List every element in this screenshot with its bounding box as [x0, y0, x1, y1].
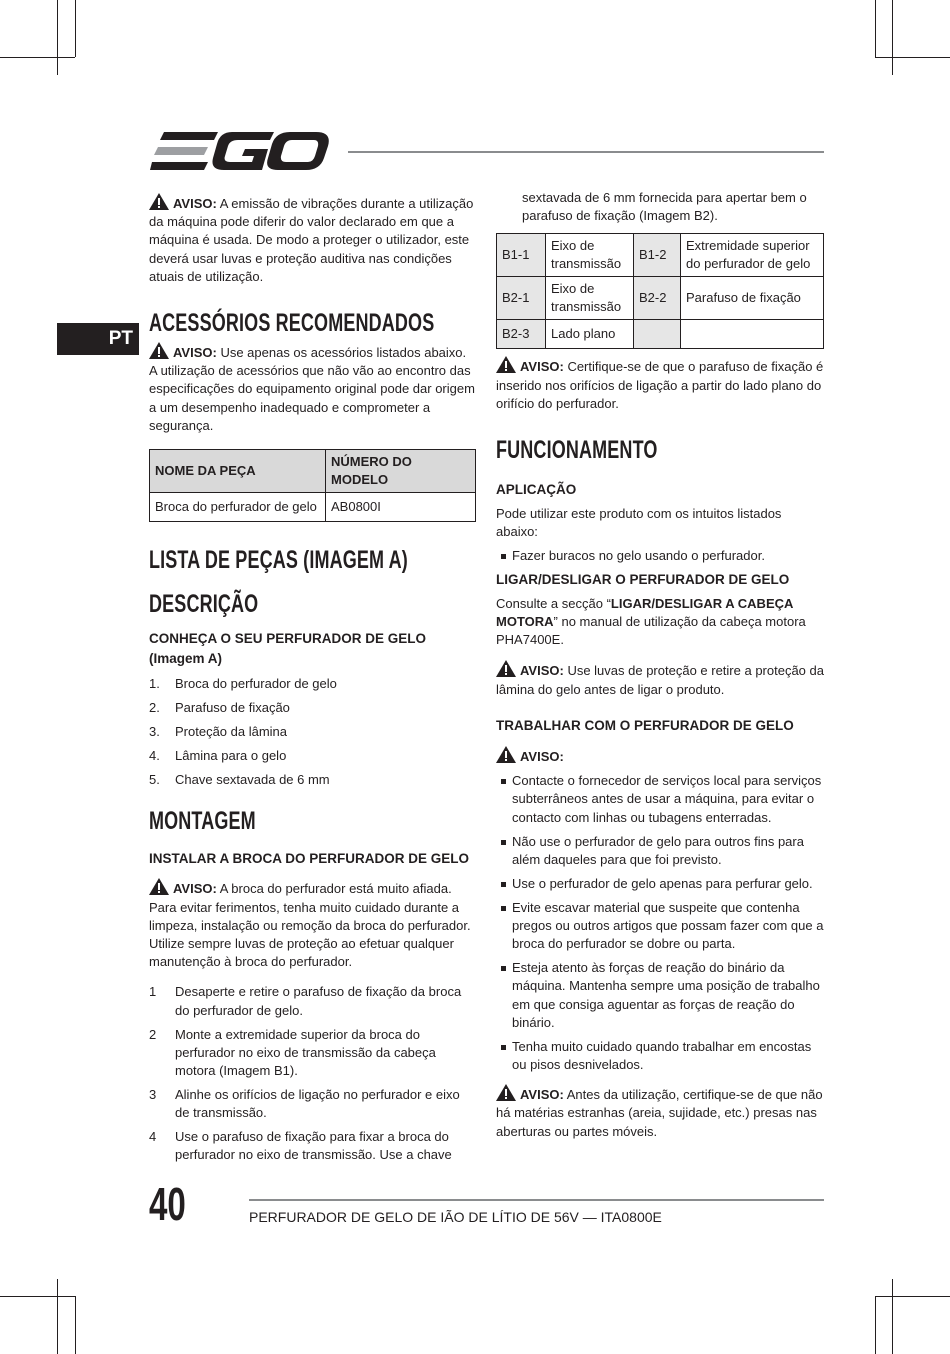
list-item: 2. Parafuso de fixação [149, 700, 290, 716]
application-text: Pode utilizar este produto com os intuitos listados abaixo: [496, 506, 782, 540]
table-cell: Broca do perfurador de gelo [150, 493, 326, 522]
final-warning: AVISO: Antes da utilização, certifique-se de que não há matérias estranhas (areia, sujidade, etc.) presas nas aberturas ou partes móveis. [496, 1084, 824, 1141]
section-heading-operation: FUNCIONAMENTO [496, 436, 658, 465]
list-item: 5. Chave sextavada de 6 mm [149, 772, 330, 788]
footer-rule [249, 1199, 824, 1201]
table-row [150, 493, 476, 522]
table-row [497, 320, 824, 349]
table-header-cell: NÚMERO DO MODELO [326, 450, 476, 493]
crop-mark [892, 1279, 893, 1354]
page-number: 40 [149, 1178, 186, 1230]
list-item: 3. Proteção da lâmina [149, 724, 288, 740]
section-heading-accessories: ACESSÓRIOS RECOMENDADOS [149, 309, 435, 338]
table-header-row [150, 450, 476, 493]
warning-triangle-icon [149, 193, 169, 210]
warning-triangle-icon [149, 878, 169, 895]
ego-logo [150, 130, 330, 172]
language-tab-label: PT [108, 328, 133, 349]
install-warning: AVISO: A broca do perfurador está muito afiada. Para evitar ferimentos, tenha muito cuidado durante a limpeza, instalação ou remoção da broca do perfurador. Utilize sempre luvas de proteção ao efetuar qualquer manutenção à broca do perfurador. [149, 878, 476, 971]
crop-mark [57, 1279, 58, 1354]
list-item: Esteja atento às forças de reação do binário da máquina. Mantenha sempre uma posição de trabalho em que consiga aguentar as forças de reação do binário. [496, 959, 824, 1032]
ego-logo-icon [150, 130, 330, 172]
table-cell: Extremidade superior do perfurador de gelo [681, 234, 824, 277]
figure-key-table [496, 233, 824, 349]
subheading-application: APLICAÇÃO [496, 482, 577, 498]
table-cell: B2-1 [497, 277, 546, 320]
subheading-working: TRABALHAR COM O PERFURADOR DE GELO [496, 717, 794, 733]
screw-warning: AVISO: Certifique-se de que o parafuso de fixação é inserido nos orifícios de ligação a partir do lado plano do orifício do perfurador. [496, 356, 824, 413]
table-cell: B1-2 [634, 234, 681, 277]
warning-triangle-icon [496, 356, 516, 373]
install-steps [149, 983, 476, 1164]
section-heading-description: DESCRIÇÃO [149, 590, 259, 619]
warning-triangle-icon [496, 660, 516, 677]
subheading-know-your-auger: CONHEÇA O SEU PERFURADOR DE GELO (Imagem A) [149, 631, 427, 667]
table-cell [634, 320, 681, 349]
list-item: 3 Alinhe os orifícios de ligação no perfurador e eixo de transmissão. [149, 1087, 460, 1121]
table-cell [681, 320, 824, 349]
list-item: Use o perfurador de gelo apenas para perfurar gelo. [496, 875, 824, 893]
glove-warning: AVISO: Use luvas de proteção e retire a proteção da lâmina do gelo antes de ligar o produto. [496, 660, 824, 698]
working-list [496, 772, 824, 1074]
table-cell: Eixo de transmissão [546, 277, 634, 320]
crop-mark [875, 1296, 950, 1297]
table-header-cell: NOME DA PEÇA [150, 450, 326, 493]
crop-mark [75, 0, 76, 57]
crop-mark [875, 57, 950, 58]
table-cell: B1-1 [497, 234, 546, 277]
section-heading-parts-list: LISTA DE PEÇAS (IMAGEM A) [149, 546, 408, 575]
list-item: 2 Monte a extremidade superior da broca do perfurador no eixo de transmissão da cabeça motora (Imagem B1). [149, 1026, 436, 1079]
vibration-warning: AVISO: A emissão de vibrações durante a utilização da máquina pode diferir do valor declarado em que a máquina é usada. De modo a proteger o utilizador, este deverá usar luvas e proteção auditiva nas condições atuais de utilização. [149, 193, 476, 286]
left-column [149, 193, 476, 1170]
crop-mark [57, 0, 58, 75]
subheading-on-off: LIGAR/DESLIGAR O PERFURADOR DE GELO [496, 571, 790, 587]
list-item: 1. Broca do perfurador de gelo [149, 676, 337, 692]
table-cell: Lado plano [546, 320, 634, 349]
table-cell: AB0800I [326, 493, 476, 522]
right-column [496, 189, 824, 1141]
warning-triangle-icon [496, 746, 516, 763]
list-item: Tenha muito cuidado quando trabalhar em encostas ou pisos desnivelados. [496, 1038, 824, 1074]
accessories-table [149, 449, 476, 522]
table-cell: B2-3 [497, 320, 546, 349]
crop-mark [0, 1296, 75, 1297]
crop-mark [75, 1296, 76, 1354]
crop-mark [892, 0, 893, 75]
footer-title: PERFURADOR DE GELO DE IÃO DE LÍTIO DE 56V — ITA0800E [249, 1209, 662, 1225]
working-warning: AVISO: [496, 746, 824, 766]
application-list [496, 547, 824, 565]
table-cell: Eixo de transmissão [546, 234, 634, 277]
list-item: Não use o perfurador de gelo para outros fins para além daqueles para que foi previsto. [496, 833, 824, 869]
crop-mark [875, 0, 876, 57]
accessories-warning: AVISO: Use apenas os acessórios listados abaixo. A utilização de acessórios que não vão ao encontro das especificações do equipamento original pode dar origem a um desempenho inadequado e comprometer a segurança. [149, 342, 476, 435]
on-off-text: Consulte a secção “LIGAR/DESLIGAR A CABEÇA MOTORA” no manual de utilização da cabeça motora PHA7400E. [496, 595, 806, 648]
list-item: 4. Lâmina para o gelo [149, 748, 287, 764]
parts-list [149, 675, 476, 789]
table-row [497, 234, 824, 277]
list-item: Evite escavar material que suspeite que contenha pregos ou outros artigos que possam fazer com que a broca do perfurador se dobre ou parta. [496, 899, 824, 954]
list-item: Fazer buracos no gelo usando o perfurador. [496, 547, 824, 565]
header-rule [348, 151, 824, 153]
warning-triangle-icon [149, 342, 169, 359]
table-cell: B2-2 [634, 277, 681, 320]
step-continuation: sextavada de 6 mm fornecida para apertar bem o parafuso de fixação (Imagem B2). [522, 190, 807, 224]
list-item: 4 Use o parafuso de fixação para fixar a broca do perfurador no eixo de transmissão. Use a chave [149, 1129, 452, 1163]
table-row [497, 277, 824, 320]
list-item: Contacte o fornecedor de serviços local para serviços subterrâneos antes de usar a máquina, para evitar o contacto com linhas ou tubagens enterradas. [496, 772, 824, 827]
table-cell: Parafuso de fixação [681, 277, 824, 320]
list-item: 1 Desaperte e retire o parafuso de fixação da broca do perfurador de gelo. [149, 984, 462, 1018]
section-heading-assembly: MONTAGEM [149, 807, 256, 836]
crop-mark [875, 1296, 876, 1354]
language-tab [57, 323, 139, 355]
warning-triangle-icon [496, 1084, 516, 1101]
subheading-install-auger: INSTALAR A BROCA DO PERFURADOR DE GELO [149, 851, 469, 867]
crop-mark [0, 57, 75, 58]
